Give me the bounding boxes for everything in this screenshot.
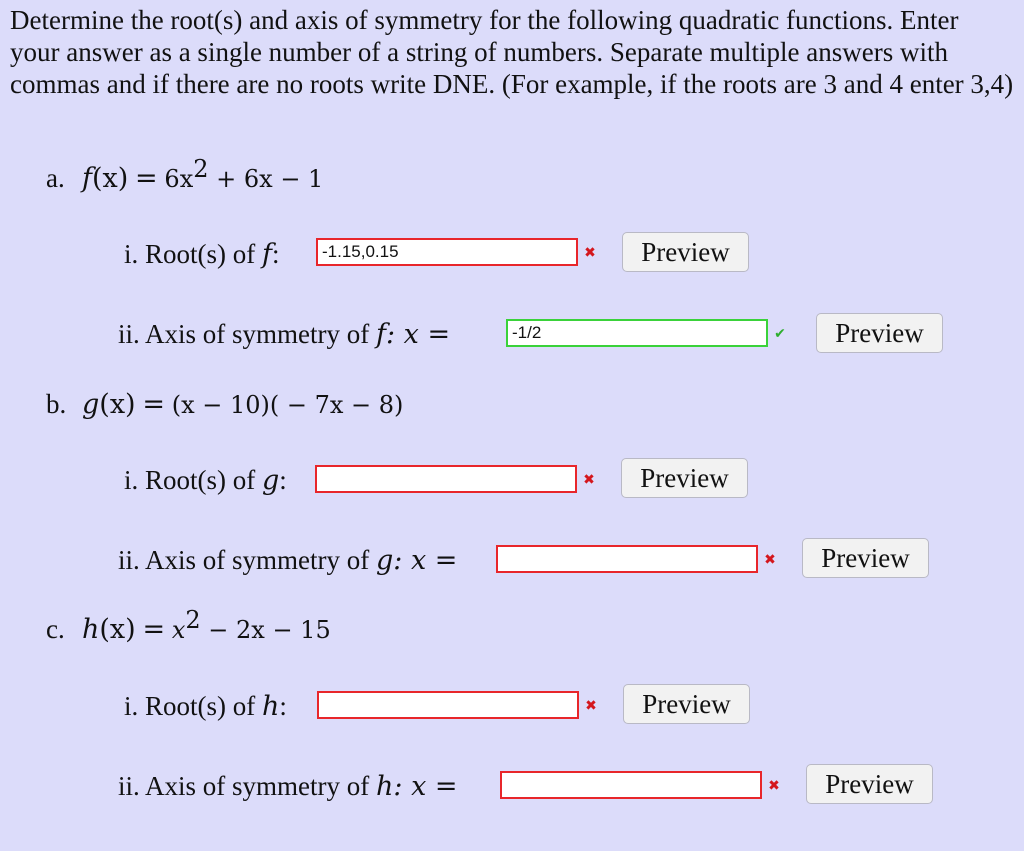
exponent: 2 xyxy=(193,155,209,183)
incorrect-mark-icon: ✖ xyxy=(768,778,780,794)
incorrect-mark-icon: ✖ xyxy=(584,245,596,261)
instructions-text: Determine the root(s) and axis of symmetry for the following quadratic functions. Enter your answer as a single number of a string of numbers. Separate multiple answers with commas and if there are no roots write DNE. (For example, if the roots are 3 and 4 enter 3,4) xyxy=(10,5,1014,99)
function-expression: (x − 10)( − 7x − 8) xyxy=(171,391,404,419)
answer-c-roots-input[interactable] xyxy=(317,691,579,719)
answer-a-roots-input[interactable]: -1.15,0.15 xyxy=(316,238,578,266)
preview-button-c-axis[interactable]: Preview xyxy=(806,764,933,804)
roots-label: i. Root(s) of g: xyxy=(124,465,287,496)
answer-b-roots-input[interactable] xyxy=(315,465,577,493)
answer-a-axis-input[interactable]: -1/2 xyxy=(506,319,768,347)
incorrect-mark-icon: ✖ xyxy=(585,698,597,714)
answer-c-axis-input[interactable] xyxy=(500,771,762,799)
incorrect-mark-icon: ✖ xyxy=(583,472,595,488)
part-letter: b. xyxy=(46,389,67,419)
preview-button-a-axis[interactable]: Preview xyxy=(816,313,943,353)
function-c-heading xyxy=(46,606,331,646)
function-expression-tail: − 2x − 15 xyxy=(200,616,331,644)
part-letter: c. xyxy=(46,614,65,644)
preview-button-a-roots[interactable]: Preview xyxy=(622,232,749,272)
function-arg: (x) xyxy=(99,614,136,645)
equals-sign: = xyxy=(142,614,166,645)
function-a-heading xyxy=(46,155,324,195)
function-arg: (x) xyxy=(99,389,136,420)
function-name: h xyxy=(82,614,100,645)
equals-sign: = xyxy=(135,163,158,194)
axis-label: ii. Axis of symmetry of f: x = xyxy=(118,319,451,350)
incorrect-mark-icon: ✖ xyxy=(764,552,776,568)
correct-mark-icon: ✔ xyxy=(774,326,786,342)
part-letter: a. xyxy=(46,163,65,193)
exponent: 2 xyxy=(185,606,201,634)
function-expression-head: 6x xyxy=(164,165,194,193)
preview-button-b-axis[interactable]: Preview xyxy=(802,538,929,578)
preview-button-c-roots[interactable]: Preview xyxy=(623,684,750,724)
answer-b-axis-input[interactable] xyxy=(496,545,758,573)
roots-label: i. Root(s) of f: xyxy=(124,239,280,270)
function-arg: (x) xyxy=(92,163,129,194)
axis-label: ii. Axis of symmetry of g: x = xyxy=(118,545,458,576)
function-name: g xyxy=(82,389,100,420)
axis-label: ii. Axis of symmetry of h: x = xyxy=(118,771,458,802)
equals-sign: = xyxy=(142,389,165,420)
function-name: f xyxy=(82,163,92,194)
function-expression-head: x xyxy=(171,616,186,644)
roots-label: i. Root(s) of h: xyxy=(124,691,287,722)
preview-button-b-roots[interactable]: Preview xyxy=(621,458,748,498)
function-expression-tail: + 6x − 1 xyxy=(208,165,324,193)
function-b-heading xyxy=(46,388,403,421)
